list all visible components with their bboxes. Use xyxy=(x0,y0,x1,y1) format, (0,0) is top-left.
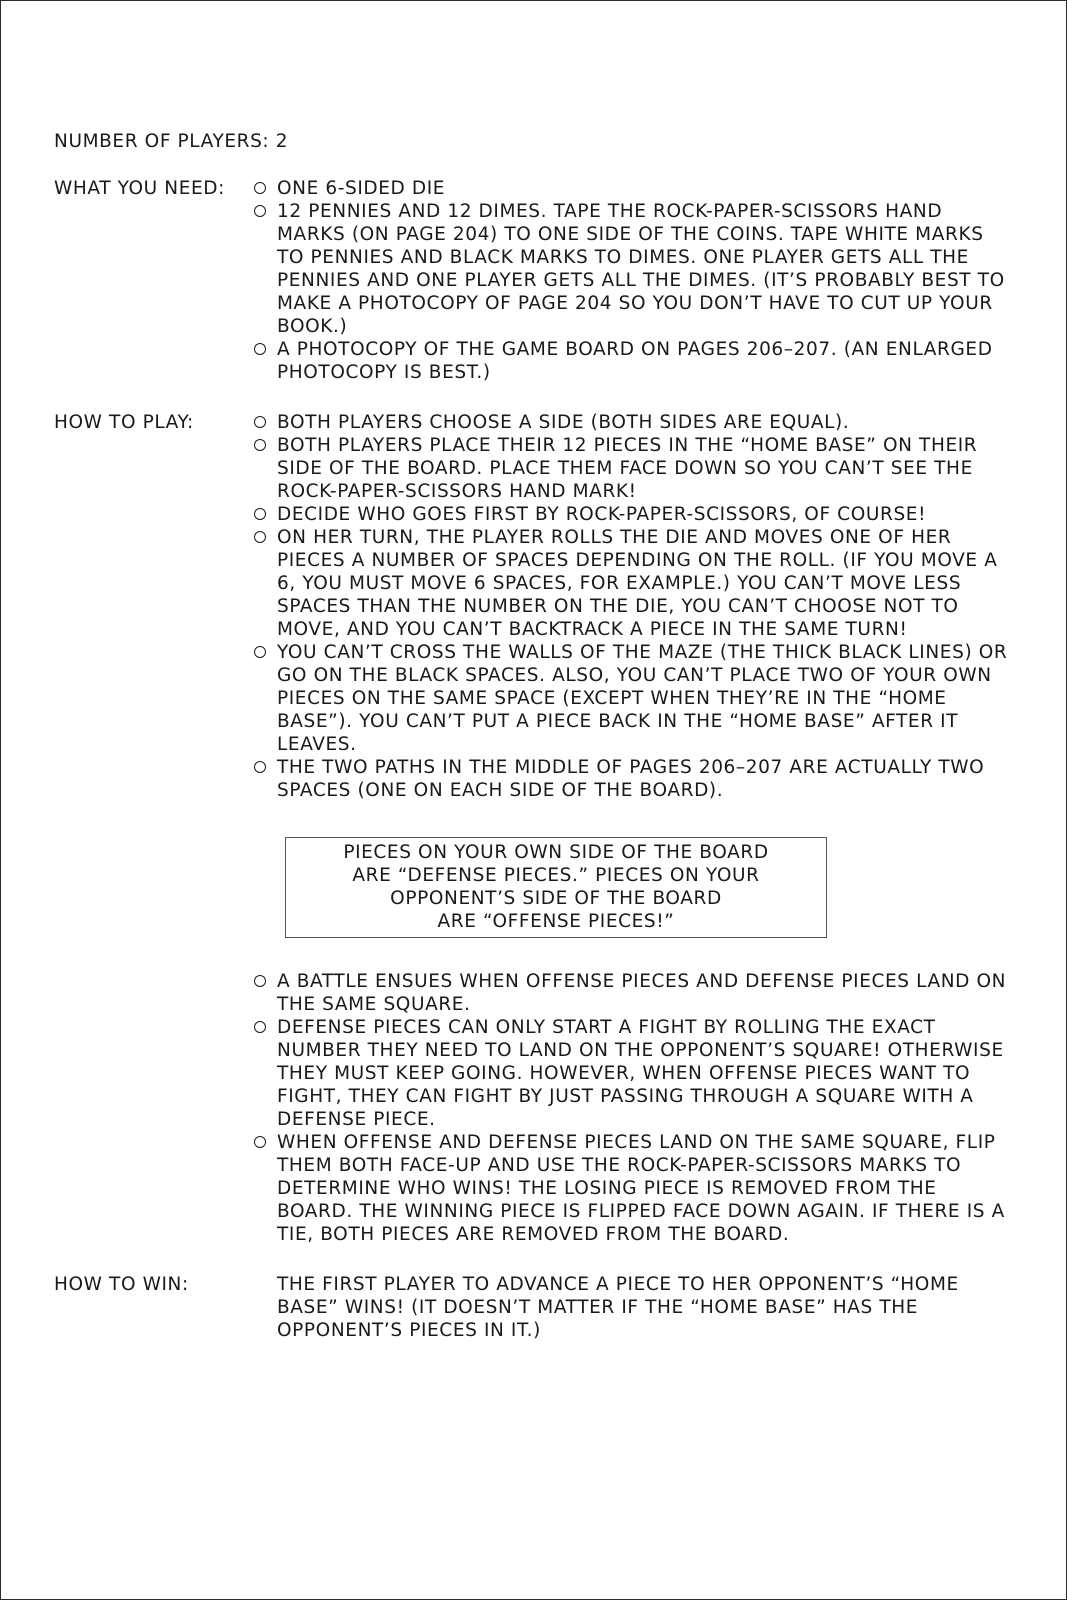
circle-bullet-icon xyxy=(254,508,266,520)
how-to-play-section xyxy=(54,411,1014,802)
rules-page xyxy=(54,130,1014,1342)
battle-rules-section xyxy=(54,970,1014,1246)
list-item: WHEN OFFENSE AND DEFENSE PIECES LAND ON THE SAME SQUARE, FLIP THEM BOTH FACE-UP AND USE THE ROCK-PAPER-SCISSORS MARKS TO DETERMINE WHO WINS! THE LOSING PIECE IS REMOVED FROM THE BOARD. THE WINNING PIECE IS FLIPPED FACE DOWN AGAIN. IF THERE IS A TIE, BOTH PIECES ARE REMOVED FROM THE BOARD. xyxy=(254,1131,1014,1246)
list-item: THE TWO PATHS IN THE MIDDLE OF PAGES 206–207 ARE ACTUALLY TWO SPACES (ONE ON EACH SIDE OF THE BOARD). xyxy=(254,756,1014,802)
how-to-play-list xyxy=(254,411,1014,802)
circle-bullet-icon xyxy=(254,1021,266,1033)
circle-bullet-icon xyxy=(254,439,266,451)
note-line: ARE “DEFENSE PIECES.” PIECES ON YOUR xyxy=(352,865,760,886)
list-item: DEFENSE PIECES CAN ONLY START A FIGHT BY ROLLING THE EXACT NUMBER THEY NEED TO LAND ON THE OPPONENT’S SQUARE! OTHERWISE THEY MUST KEEP GOING. HOWEVER, WHEN OFFENSE PIECES WANT TO FIGHT, THEY CAN FIGHT BY JUST PASSING THROUGH A SQUARE WITH A DEFENSE PIECE. xyxy=(254,1016,1014,1131)
note-line: ARE “OFFENSE PIECES!” xyxy=(437,911,675,932)
circle-bullet-icon xyxy=(254,205,266,217)
list-item: BOTH PLAYERS PLACE THEIR 12 PIECES IN THE “HOME BASE” ON THEIR SIDE OF THE BOARD. PLACE THEM FACE DOWN SO YOU CAN’T SEE THE ROCK-PAPER-SCISSORS HAND MARK! xyxy=(254,434,1014,503)
circle-bullet-icon xyxy=(254,531,266,543)
circle-bullet-icon xyxy=(254,761,266,773)
list-item: A PHOTOCOPY OF THE GAME BOARD ON PAGES 206–207. (AN ENLARGED PHOTOCOPY IS BEST.) xyxy=(254,338,1014,384)
circle-bullet-icon xyxy=(254,975,266,987)
circle-bullet-icon xyxy=(254,646,266,658)
defense-offense-note xyxy=(285,837,827,938)
battle-rules-list xyxy=(254,970,1014,1246)
circle-bullet-icon xyxy=(254,343,266,355)
circle-bullet-icon xyxy=(254,182,266,194)
how-to-play-label: HOW TO PLAY: xyxy=(54,412,194,433)
circle-bullet-icon xyxy=(254,1136,266,1148)
circle-bullet-icon xyxy=(254,416,266,428)
number-of-players: NUMBER OF PLAYERS: 2 xyxy=(54,131,289,152)
list-item: YOU CAN’T CROSS THE WALLS OF THE MAZE (THE THICK BLACK LINES) OR GO ON THE BLACK SPACES. ALSO, YOU CAN’T PLACE TWO OF YOUR OWN PIECES ON THE SAME SPACE (EXCEPT WHEN THEY’RE IN THE “HOME BASE”). YOU CAN’T PUT A PIECE BACK IN THE “HOME BASE” AFTER IT LEAVES. xyxy=(254,641,1014,756)
list-item: A BATTLE ENSUES WHEN OFFENSE PIECES AND DEFENSE PIECES LAND ON THE SAME SQUARE. xyxy=(254,970,1014,1016)
note-line: PIECES ON YOUR OWN SIDE OF THE BOARD xyxy=(343,842,769,863)
list-item: BOTH PLAYERS CHOOSE A SIDE (BOTH SIDES ARE EQUAL). xyxy=(254,411,1014,434)
how-to-win-label: HOW TO WIN: xyxy=(54,1274,189,1295)
what-you-need-list xyxy=(254,177,1014,384)
list-item: ON HER TURN, THE PLAYER ROLLS THE DIE AND MOVES ONE OF HER PIECES A NUMBER OF SPACES DEPENDING ON THE ROLL. (IF YOU MOVE A 6, YOU MUST MOVE 6 SPACES, FOR EXAMPLE.) YOU CAN’T MOVE LESS SPACES THAN THE NUMBER ON THE DIE, YOU CAN’T CHOOSE NOT TO MOVE, AND YOU CAN’T BACKTRACK A PIECE IN THE SAME TURN! xyxy=(254,526,1014,641)
what-you-need-section xyxy=(54,177,1014,384)
what-you-need-label: WHAT YOU NEED: xyxy=(54,178,225,199)
how-to-win-section xyxy=(54,1273,1014,1342)
list-item: ONE 6-SIDED DIE xyxy=(254,177,1014,200)
list-item: 12 PENNIES AND 12 DIMES. TAPE THE ROCK-PAPER-SCISSORS HAND MARKS (ON PAGE 204) TO ONE SIDE OF THE COINS. TAPE WHITE MARKS TO PENNIES AND BLACK MARKS TO DIMES. ONE PLAYER GETS ALL THE PENNIES AND ONE PLAYER GETS ALL THE DIMES. (IT’S PROBABLY BEST TO MAKE A PHOTOCOPY OF PAGE 204 SO YOU DON’T HAVE TO CUT UP YOUR BOOK.) xyxy=(254,200,1014,338)
note-line: OPPONENT’S SIDE OF THE BOARD xyxy=(390,888,722,909)
list-item: DECIDE WHO GOES FIRST BY ROCK-PAPER-SCISSORS, OF COURSE! xyxy=(254,503,1014,526)
how-to-win-text: THE FIRST PLAYER TO ADVANCE A PIECE TO HER OPPONENT’S “HOME BASE” WINS! (IT DOESN’T MATTER IF THE “HOME BASE” HAS THE OPPONENT’S PIECES IN IT.) xyxy=(277,1274,959,1341)
